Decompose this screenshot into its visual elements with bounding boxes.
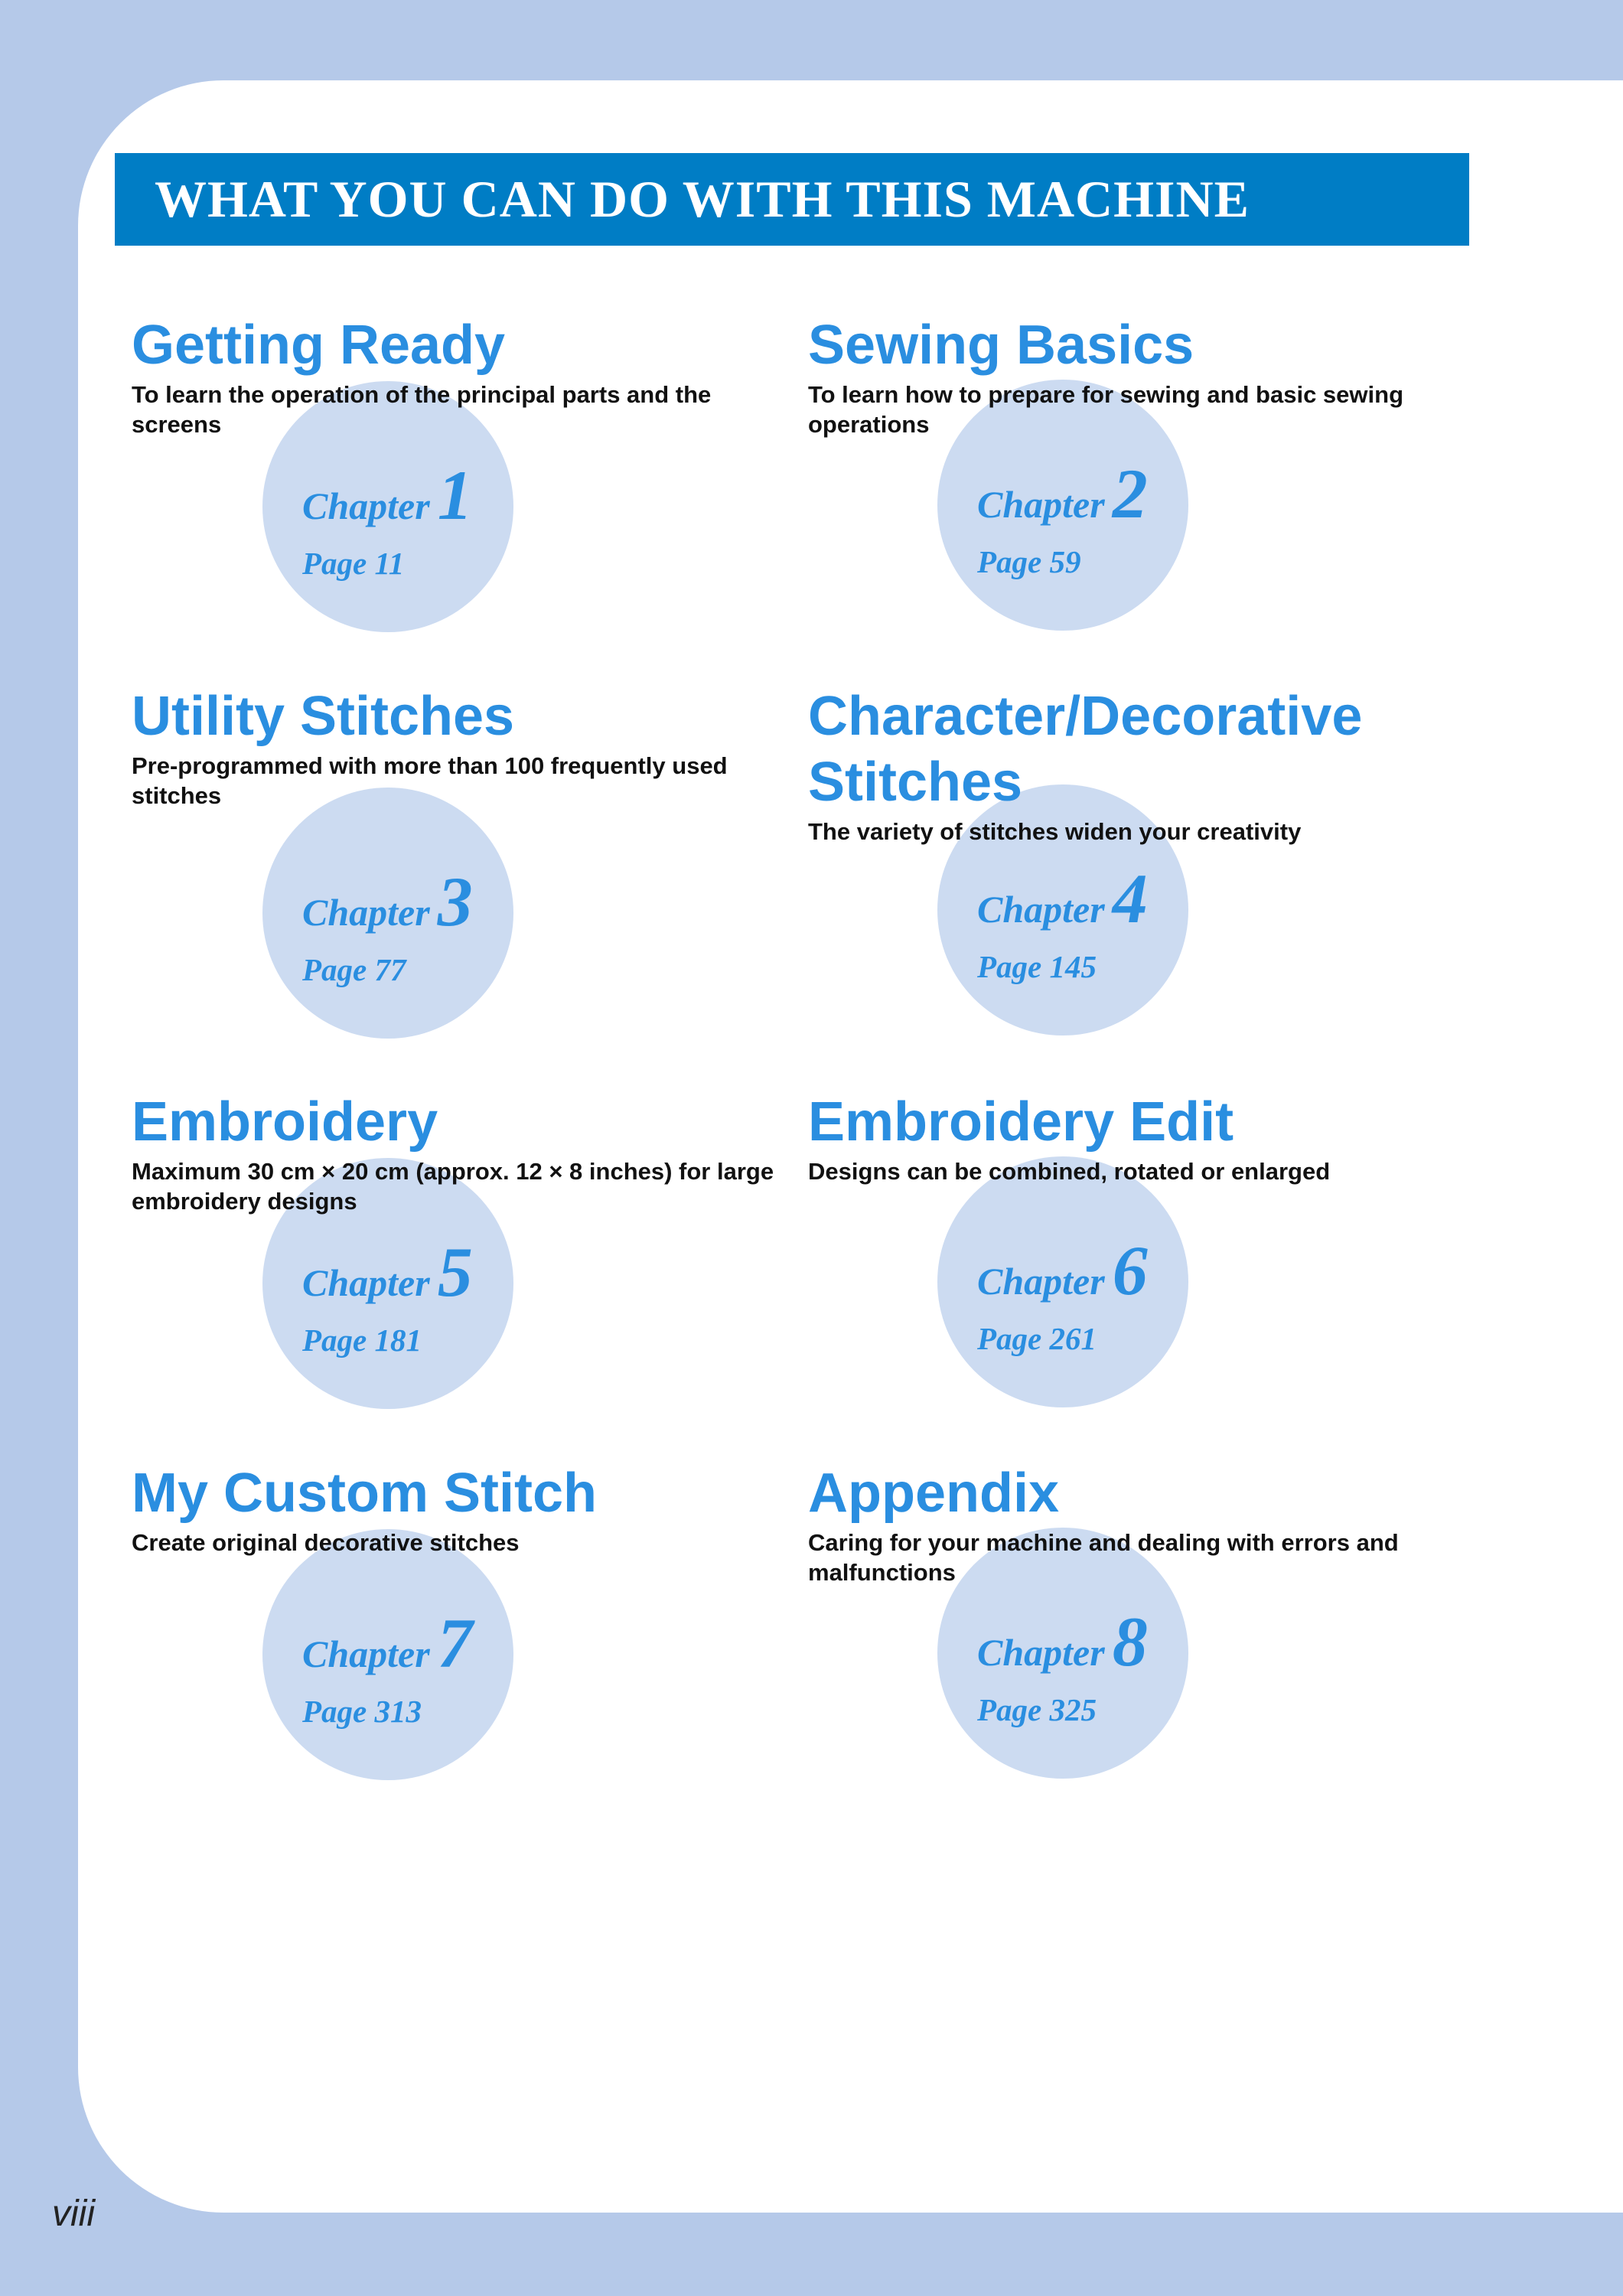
page-number: viii bbox=[52, 2193, 95, 2234]
page-reference: Page 77 bbox=[302, 952, 406, 987]
chapter-label: Chapter bbox=[977, 483, 1105, 526]
chapter-label: Chapter bbox=[977, 1260, 1105, 1303]
chapter-number: 3 bbox=[437, 863, 473, 941]
section-description: Create original decorative stitches bbox=[132, 1529, 520, 1556]
section-description: To learn how to prepare for sewing and basic sewing operations bbox=[808, 381, 1404, 438]
page-reference: Page 261 bbox=[977, 1321, 1097, 1356]
section-heading: Utility Stitches bbox=[132, 686, 515, 747]
section-description: Maximum 30 cm × 20 cm (approx. 12 × 8 inches) for large embroidery designs bbox=[132, 1158, 774, 1215]
page-reference: Page 59 bbox=[977, 544, 1081, 579]
section-heading: Embroidery Edit bbox=[808, 1091, 1234, 1153]
section-utility-stitches bbox=[132, 683, 790, 990]
section-getting-ready bbox=[132, 312, 790, 618]
chapter-label-line bbox=[302, 455, 473, 536]
section-my-custom-stitch bbox=[132, 1460, 790, 1766]
chapter-circle[interactable] bbox=[937, 1156, 1188, 1407]
chapter-label-line bbox=[302, 861, 473, 942]
chapter-label-line bbox=[977, 858, 1148, 939]
chapter-label-line bbox=[977, 453, 1148, 534]
page-reference: Page 325 bbox=[977, 1692, 1097, 1727]
title-banner bbox=[115, 153, 1469, 246]
chapter-number: 6 bbox=[1112, 1231, 1148, 1309]
chapter-label-line bbox=[977, 1601, 1148, 1682]
section-embroidery bbox=[132, 1089, 790, 1395]
page-title: WHAT YOU CAN DO WITH THIS MACHINE bbox=[155, 170, 1250, 228]
section-description: Pre-programmed with more than 100 frequently used stitches bbox=[132, 752, 728, 809]
chapter-circle[interactable] bbox=[262, 1529, 513, 1780]
chapter-label: Chapter bbox=[977, 1631, 1105, 1674]
chapter-label: Chapter bbox=[302, 484, 430, 527]
section-sewing-basics bbox=[808, 312, 1466, 618]
chapter-label-line bbox=[977, 1230, 1148, 1311]
chapter-number: 5 bbox=[437, 1233, 473, 1311]
chapter-label: Chapter bbox=[302, 891, 430, 934]
section-description: To learn the operation of the principal parts and the screens bbox=[132, 381, 712, 438]
chapter-number: 7 bbox=[437, 1604, 473, 1682]
section-heading: Character/Decorative Stitches bbox=[808, 686, 1363, 813]
chapter-label: Chapter bbox=[302, 1632, 430, 1675]
section-character-decorative-stitches bbox=[808, 683, 1466, 1043]
chapter-number: 1 bbox=[437, 456, 473, 534]
chapter-label: Chapter bbox=[977, 888, 1105, 931]
page-reference: Page 11 bbox=[302, 546, 405, 581]
section-description: Designs can be combined, rotated or enlarged bbox=[808, 1158, 1331, 1185]
chapter-label-line bbox=[302, 1603, 473, 1684]
section-heading: My Custom Stitch bbox=[132, 1463, 598, 1524]
section-appendix bbox=[808, 1460, 1466, 1766]
chapter-number: 4 bbox=[1112, 859, 1148, 938]
section-embroidery-edit bbox=[808, 1089, 1466, 1395]
section-heading: Sewing Basics bbox=[808, 315, 1194, 376]
section-heading: Embroidery bbox=[132, 1091, 438, 1153]
chapter-label-line bbox=[302, 1231, 473, 1313]
section-description: Caring for your machine and dealing with errors and malfunctions bbox=[808, 1529, 1399, 1586]
page-reference: Page 145 bbox=[977, 949, 1097, 984]
chapter-circle[interactable] bbox=[262, 788, 513, 1039]
page-reference: Page 313 bbox=[302, 1694, 422, 1729]
section-heading: Appendix bbox=[808, 1463, 1060, 1524]
chapter-label: Chapter bbox=[302, 1261, 430, 1304]
chapter-number: 2 bbox=[1112, 455, 1148, 533]
section-heading: Getting Ready bbox=[132, 315, 506, 376]
page-reference: Page 181 bbox=[302, 1322, 422, 1358]
chapter-number: 8 bbox=[1112, 1603, 1148, 1681]
section-description: The variety of stitches widen your creativity bbox=[808, 818, 1302, 845]
